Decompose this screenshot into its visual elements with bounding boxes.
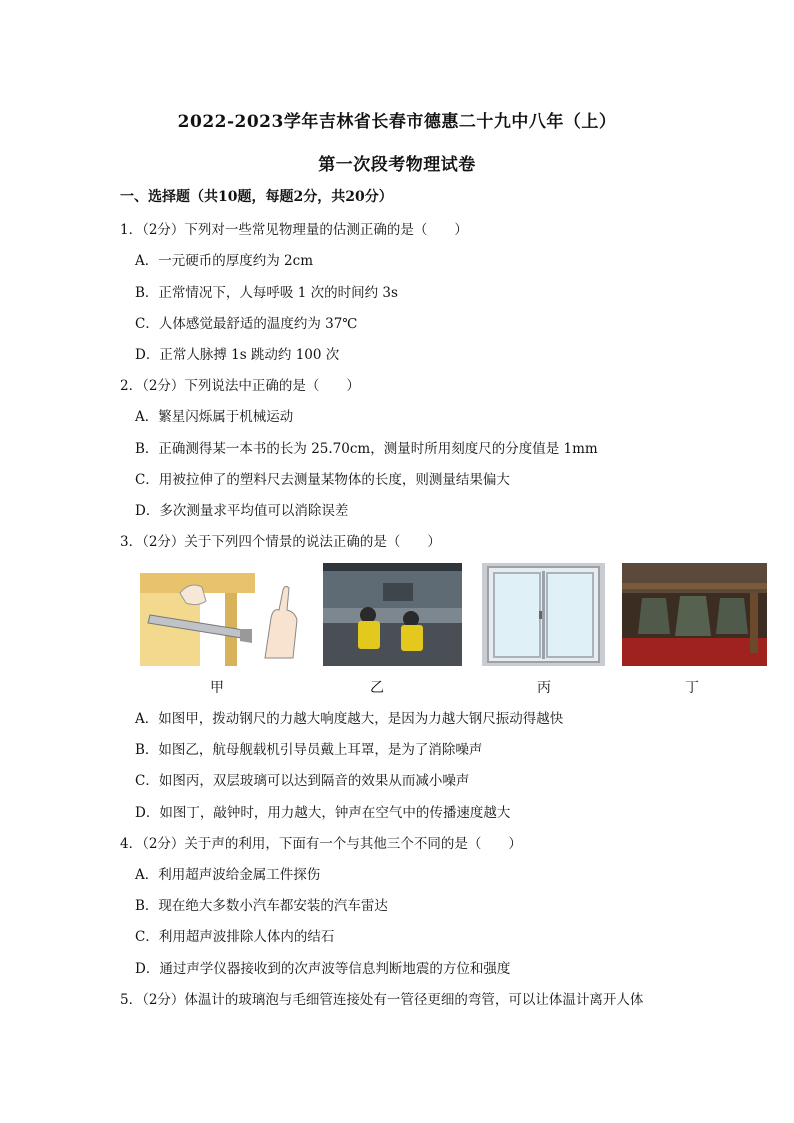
caption-ding: 丁 <box>685 680 699 696</box>
q1-option-d: D．正常人脉搏 1s 跳动约 100 次 <box>135 347 340 363</box>
q1-option-c: C．人体感觉最舒适的温度约为 37℃ <box>135 316 358 332</box>
figure-jia-hand <box>255 563 305 666</box>
question-2-stem: 2．（2分）下列说法中正确的是（ ） <box>120 378 360 394</box>
caption-yi: 乙 <box>370 680 384 696</box>
q3-option-c: C．如图丙，双层玻璃可以达到隔音的效果从而减小噪声 <box>135 773 470 789</box>
figure-ding-bells <box>622 563 767 666</box>
q4-option-a: A．利用超声波给金属工件探伤 <box>135 867 321 883</box>
q3-option-d: D．如图丁，敲钟时，用力越大，钟声在空气中的传播速度越大 <box>135 805 511 821</box>
figure-jia-ruler <box>140 563 255 666</box>
q2-option-d: D．多次测量求平均值可以消除误差 <box>135 503 349 519</box>
question-5-stem: 5．（2分）体温计的玻璃泡与毛细管连接处有一管径更细的弯管，可以让体温计离开人体 <box>120 992 644 1008</box>
question-4-stem: 4．（2分）关于声的利用，下面有一个与其他三个不同的是（ ） <box>120 836 522 852</box>
caption-jia: 甲 <box>210 680 224 696</box>
q4-option-c: C．利用超声波排除人体内的结石 <box>135 929 335 945</box>
section-heading: 一、选择题（共10题，每题2分，共20分） <box>120 189 393 205</box>
q1-option-b: B．正常情况下，人每呼吸 1 次的时间约 3s <box>135 285 398 301</box>
q2-option-b: B．正确测得某一本书的长为 25.70cm，测量时所用刻度尺的分度值是 1mm <box>135 441 598 457</box>
q4-option-d: D．通过声学仪器接收到的次声波等信息判断地震的方位和强度 <box>135 961 511 977</box>
q2-option-c: C．用被拉伸了的塑料尺去测量某物体的长度，则测量结果偏大 <box>135 472 510 488</box>
q3-option-b: B．如图乙，航母舰载机引导员戴上耳罩，是为了消除噪声 <box>135 742 483 758</box>
q1-option-a: A．一元硬币的厚度约为 2cm <box>135 253 313 269</box>
exam-title: 2022-2023学年吉林省长春市德惠二十九中八年（上） <box>177 112 617 132</box>
question-1-stem: 1．（2分）下列对一些常见物理量的估测正确的是（ ） <box>120 222 468 238</box>
q4-option-b: B．现在绝大多数小汽车都安装的汽车雷达 <box>135 898 388 914</box>
caption-bing: 丙 <box>537 680 551 696</box>
exam-subtitle: 第一次段考物理试卷 <box>318 155 476 175</box>
figure-yi-carrier-crew <box>323 563 462 666</box>
q2-option-a: A．繁星闪烁属于机械运动 <box>135 409 294 425</box>
q3-option-a: A．如图甲，拨动钢尺的力越大响度越大，是因为力越大钢尺振动得越快 <box>135 711 564 727</box>
question-3-stem: 3．（2分）关于下列四个情景的说法正确的是（ ） <box>120 534 441 550</box>
figure-bing-window <box>482 563 605 666</box>
